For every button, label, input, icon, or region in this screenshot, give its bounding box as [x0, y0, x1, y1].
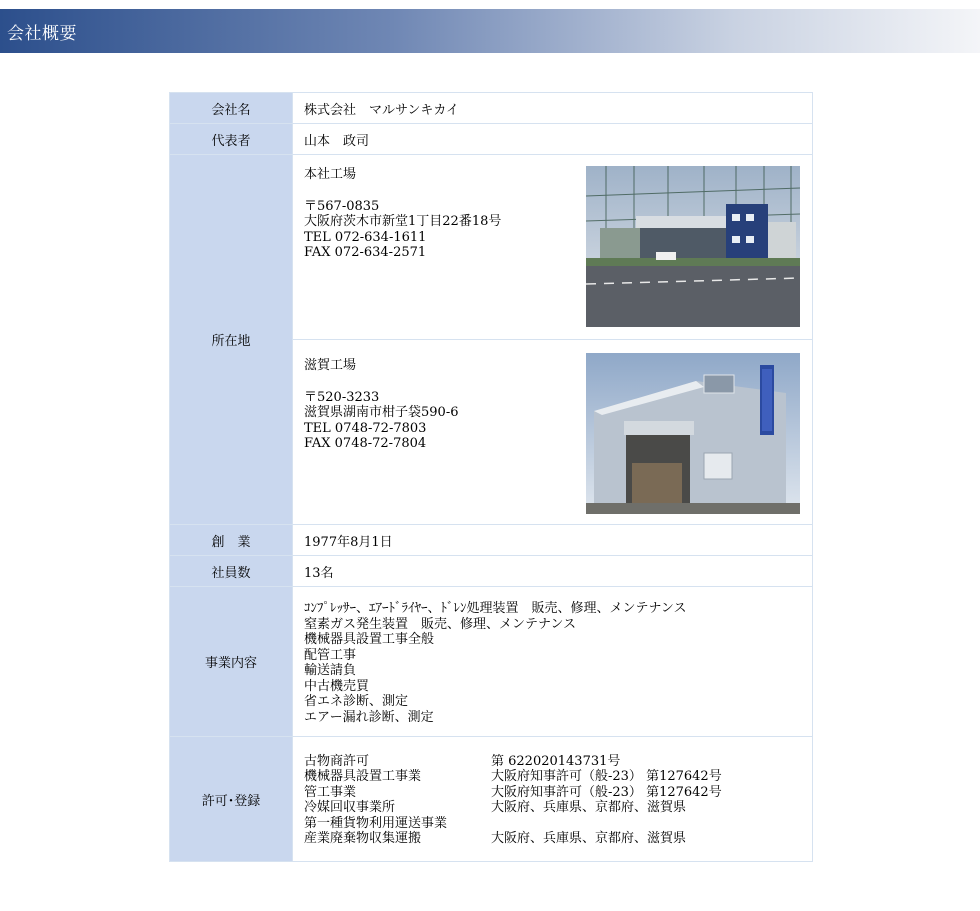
location-tel: TEL 0748-72-7803 [304, 420, 427, 436]
list-item: 省エネ診断、測定 [304, 694, 409, 709]
location-address: 大阪府茨木市新堂1丁目22番18号 [304, 214, 502, 229]
permit-name: 管工事業 [304, 784, 357, 800]
representative-name: 山本 政司 [293, 124, 813, 155]
list-item: 配管工事 [304, 647, 357, 663]
list-item: 機械器具設置工事全般 [304, 632, 435, 647]
permit-name: 機械器具設置工事業 [304, 769, 422, 784]
permit-value: 大阪府知事許可（般-23） 第127642号 [491, 784, 722, 800]
business-list [293, 587, 813, 737]
permit-name: 第一種貨物利用運送事業 [304, 815, 448, 831]
section-header [0, 9, 980, 53]
permit-value: 第 622020143731号 [491, 753, 621, 769]
permit-value [491, 816, 812, 832]
permit-name: 産業廃棄物収集運搬 [304, 831, 422, 846]
location-name: 本社工場 [304, 167, 357, 182]
list-item: ｺﾝﾌﾟﾚｯｻｰ、ｴｱｰﾄﾞﾗｲﾔｰ、ﾄﾞﾚﾝ処理装置 販売、修理、メンテナンス [304, 601, 687, 616]
employee-count: 13名 [293, 556, 813, 587]
table-row [170, 587, 813, 737]
warehouse-photo-icon [586, 353, 800, 514]
permit-value: 大阪府、兵庫県、京都府、滋賀県 [491, 800, 687, 815]
location-fax: FAX 072-634-2571 [304, 245, 427, 260]
list-item: 窒素ガス発生装置 販売、修理、メンテナンス [304, 616, 576, 632]
row-label: 事業内容 [170, 587, 293, 737]
table-row [170, 124, 813, 155]
table-row [170, 525, 813, 556]
permit-value: 大阪府知事許可（般-23） 第127642号 [491, 769, 722, 784]
row-label: 社員数 [170, 556, 293, 587]
row-label: 所在地 [170, 155, 293, 525]
permit-name: 古物商許可 [304, 753, 370, 769]
location-shiga [293, 340, 813, 525]
row-label: 創 業 [170, 525, 293, 556]
location-head-office [293, 155, 813, 340]
permits-list [293, 737, 813, 862]
factory-photo-icon [586, 166, 800, 327]
company-profile-table [169, 92, 813, 862]
list-item: エアー漏れ診断、測定 [304, 709, 434, 725]
table-row [170, 737, 813, 862]
location-address: 滋賀県湖南市柑子袋590-6 [304, 405, 459, 420]
row-label: 許可･登録 [170, 737, 293, 862]
location-fax: FAX 0748-72-7804 [304, 436, 427, 451]
row-label: 会社名 [170, 93, 293, 124]
table-row [170, 155, 813, 340]
location-zip: 〒567-0835 [304, 198, 380, 214]
section-title: 会社概要 [7, 24, 77, 44]
list-item: 中古機売買 [304, 678, 370, 694]
permit-name: 冷媒回収事業所 [304, 800, 396, 815]
location-name: 滋賀工場 [304, 358, 357, 373]
table-row [170, 556, 813, 587]
location-tel: TEL 072-634-1611 [304, 229, 427, 245]
row-label: 代表者 [170, 124, 293, 155]
table-row [170, 93, 813, 124]
location-zip: 〒520-3233 [304, 389, 380, 405]
permit-value: 大阪府、兵庫県、京都府、滋賀県 [491, 831, 687, 846]
founded-date: 1977年8月1日 [293, 525, 813, 556]
company-name: 株式会社 マルサンキカイ [293, 93, 813, 124]
list-item: 輸送請負 [304, 663, 357, 678]
